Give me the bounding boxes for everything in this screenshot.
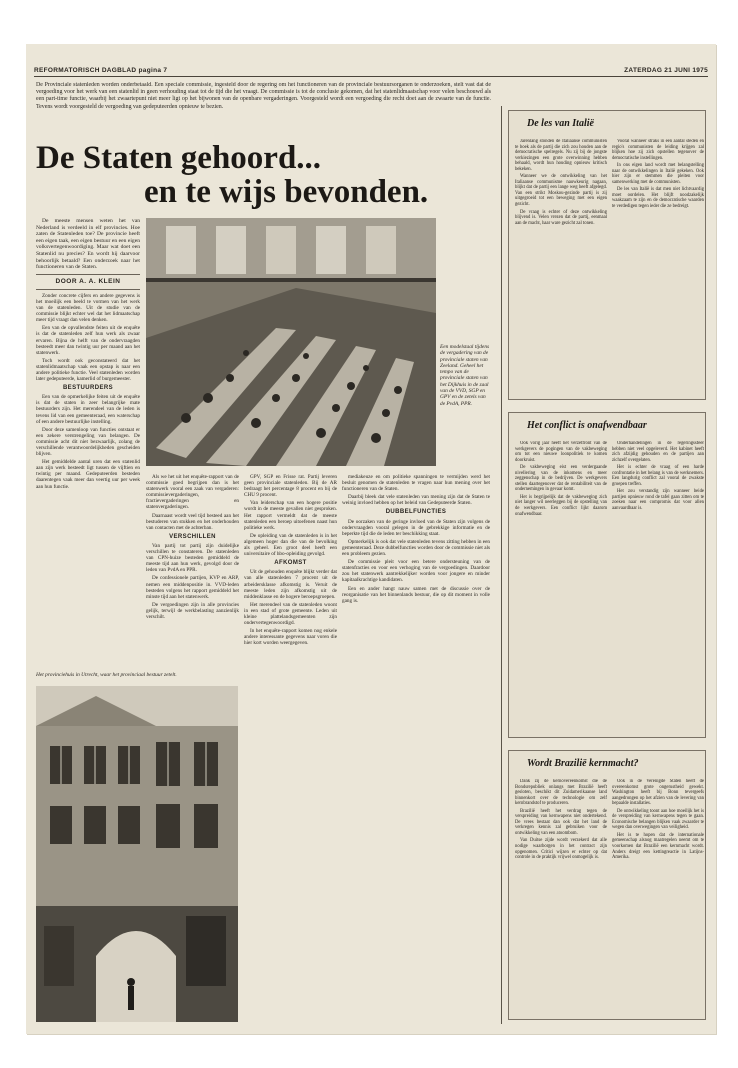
paragraph: In het enquête-rapport komen nog enkele andere interessante gegevens naar voren die hier kort worden weergegeven. [244,628,337,647]
paragraph: Wanneer we de ontwikkeling van het Italiaanse communisme nauwkeurig nagaan, blijkt dat de partij een lange weg heeft afgelegd. Van een strikt Moskou-gezinde partij is zij uitgegroeid tot een beweging met een eigen gezicht. [515,174,607,208]
commentary-column-left [515,139,607,395]
paragraph: Door deze samenloop van functies ontstaat er een zekere verstrengeling van belangen. De commissie acht dit niet bezwaarlijk, zolang de verschillende verantwoordelijkheden gescheiden blijven. [36,426,140,458]
paragraph: Ook vorig jaar heeft het verzetfront van de werkgevers de pogingen van de vakbeweging om tot een nieuwe loonpolitiek te komen doorkruist. [515,441,607,463]
paragraph: De vakbeweging eist een verdergaande nivellering van de inkomens en meer zeggenschap in de bedrijven. De werkgevers stellen daartegenover dat de rentabiliteit van de ondernemingen in gevaar komt. [515,465,607,493]
paragraph: De ontwikkeling toont aan hoe moeilijk het is de verspreiding van kernwapens tegen te gaan. Economische belangen blijken vaak zwaarder te wegen dan overwegingen van veiligheid. [612,808,704,831]
article-column-4 [342,474,490,1022]
paragraph: Als we het uit het enquête-rapport van de commissie goed begrijpen dan is het statenwerk vooral een zaak van vergaderen: commissievergaderingen, fractievergaderingen en statenvergaderingen. [146,474,239,511]
paragraph: Zonder concrete cijfers en andere gegevens is het moeilijk een beeld te vormen van het werk van de statenleden. Uit de studie van de commissie blijkt echter wel dat het lidmaatschap meer tijd vraagt dan velen denken. [36,292,140,324]
paragraph: GPV, SGP en Frisse rat. Partij leveren geen provinciale statenleden. Bij de AR bedraagt het percentage 8 procent en bij de CHU 9 procent. [244,474,337,499]
headline [36,140,491,212]
paragraph: Daarbij bleek dat vele statenleden van mening zijn dat de Staten te weinig invloed hebben op het beleid van Gedeputeerde Staten. [342,494,490,507]
paragraph: Onderhandelingen in de regeringssfeer hebben niet veel opgeleverd. Het kabinet heeft zich afzijdig gehouden en de partijen aan zichzelf overgelaten. [612,441,704,463]
article-column-1 [36,218,140,667]
paragraph: Jarenlang stonden de Italiaanse communisten te boek als de partij die zich zou houden aan de democratische spelregels. Nu zij bij de jongste verkiezingen een grote overwinning hebben behaald, wordt hun houding opnieuw kritisch bekeken. [515,139,607,172]
paragraph: De les van Italië is dat men niet lichtvaardig moet oordelen. Het blijft noodzakelijk waakzaam te zijn en de democratische waarden te verdedigen tegen ieder die ze bedreigt. [612,187,704,210]
commentary-title: Wordt Brazilië kernmacht? [527,758,639,769]
caption-photo-statenzaal: Een modelstaal tijdens de vergadering van de provinciale staten van Zeeland. Geheel het tempo van de provinciale staten van het Dijkhuis in de zaal van de VVD, SGP en GPV en de zetels van de PvdA, PPR. [440,344,490,407]
paragraph: Toch wordt ook geconstateerd dat het statenlidmaatschap vaak een opstap is naar een andere politieke functie. Veel statenleden worden later gedeputeerde, kamerlid of burgemeester. [36,357,140,383]
commentary-column-left [515,779,607,1015]
provinciehuis-illustration [36,686,238,1022]
commentary-column-right [612,139,704,395]
paragraph: mediakeuze en om politieke spanningen te vermijden werd het besluit genomen de statenleden te vragen naar hun mening over het functioneren van de Staten. [342,474,490,493]
paragraph: De opleiding van de statenleden is in het algemeen hoger dan die van de bevolking als geheel. Een groot deel heeft een universitaire of hbo-opleiding gevolgd. [244,532,337,558]
paragraph: Opmerkelijk is ook dat vele statenleden tevens zitting hebben in een gemeenteraad. Deze dubbelfuncties worden door de commissie niet als een probleem gezien. [342,538,490,558]
divider [36,274,140,275]
commentary-title: De les van Italië [527,118,594,129]
headline-line-2: en te wijs bevonden. [144,174,429,210]
subheading-afkomst: AFKOMST [274,560,307,567]
paragraph: Dank zij de kernovereenkomst die de Bondsrepubliek onlangs met Brazilië heeft gesloten, beschikt dit Zuidamerikaanse land binnenkort over de technologie om zelf kernbrandstof te produceren. [515,779,607,807]
subheading-bestuurders: BESTUURDERS [62,385,114,392]
paragraph: Uit de gehouden enquête blijkt verder dat van alle statenleden 7 procent uit de arbeidersklasse afkomstig is. Veruit de meeste leden zijn afkomstig uit de middenklasse en de hogere beroepsgroepen. [244,569,337,600]
statenzaal-illustration [146,218,436,466]
commentary-column-right [612,779,704,1015]
paragraph: De oorzaken van de geringe invloed van de Staten zijn volgens de ondervraagden vooral gelegen in de gebrekkige informatie en de beperkte tijd die de leden ter beschikking staat. [342,518,490,537]
masthead [34,65,708,77]
paragraph: Een en ander hangt nauw samen met de discussie over de reorganisatie van het binnenlands bestuur, die op dit moment in volle gang is. [342,585,490,604]
paragraph: In ons eigen land wordt met belangstelling naar de ontwikkelingen in Italië gekeken. Ook hier zijn er stemmen die pleiten voor samenwerking met de communisten. [612,163,704,185]
paragraph: Een van de opvallendste feiten uit de enquête is dat de statenleden zelf hun werk als zwaar ervaren. Bijna de helft van de ondervraagden besteedt meer dan twintig uur per maand aan het statenwerk. [36,325,140,356]
article-column-3 [244,474,337,1022]
paragraph: Ook in de Verenigde Staten heeft de overeenkomst grote ongerustheid gewekt. Washington heeft bij Bonn tevergeefs aangedrongen op het afzien van de levering van bepaalde installaties. [612,779,704,807]
paragraph: De confessionele partijen, KVP en ARP, nemen een middenpositie in. VVD-leden besteden volgens het rapport gemiddeld het minste tijd aan het statenwerk. [146,575,239,600]
paragraph: De commissie pleit voor een betere ondersteuning van de statenfracties en voor een verhoging van de vergoedingen. Daardoor zou het statenwerk aantrekkelijker worden voor jongere en minder kapitaalkrachtige kandidaten. [342,559,490,584]
commentary-box-conflict [508,412,706,738]
photo-provinciehuis [36,686,238,1022]
commentary-box-italie [508,110,706,400]
paragraph: Van leiderschap van een hogere positie wordt in de meeste gevallen niet gesproken. Het rapport vermeldt dat de meeste statenleden een beroep uitoefenen naast hun politieke werk. [244,500,337,531]
headline-line-1: De Staten gehoord... [36,140,322,176]
article-byline: DOOR A. A. KLEIN [55,277,121,285]
article-lead: De meeste mensen weten het van Nederland is verdeeld in elf provincies. Hoe zaten de Statenleden toe? De provincie heeft een eigen taak, een eigen bestuur en een eigen volksvertegenwoordiging. Maar wat doet een Statenlid nu precies? En wordt hij daarvoor behoorlijk betaald? Een onderzoek naar het functioneren van de Staten. [36,218,140,271]
paragraph: Het is echter de vraag of een harde confrontatie in het belang is van de werknemers. Een langdurig conflict zal vooral de zwakste groepen treffen. [612,465,704,487]
subheading-verschillen: VERSCHILLEN [169,533,216,540]
paragraph: Het merendeel van de statenleden woont in een stad of grote gemeente. Leden uit kleine plattelandsgemeenten zijn ondervertegenwoordigd. [244,601,337,627]
masthead-date: ZATERDAG 21 JUNI 1975 [624,67,708,74]
paragraph: Brazilië heeft het verdrag tegen de verspreiding van kernwapens niet ondertekend. De vrees bestaat dan ook dat het land de verkregen kennis zal gebruiken voor de ontwikkeling van een atoombom. [515,808,607,836]
article-column-2 [146,474,239,667]
paragraph: Het gemiddelde aantal uren dat een statenlid aan zijn werk besteedt ligt tussen de vijftien en twintig per maand. Gedeputeerden besteden daarentegen vaak meer dan veertig uur per week aan hun functie. [36,459,140,490]
paragraph: Van partij tot partij zijn duidelijke verschillen te constateren. De statenleden van CPN-huize besteden gemiddeld de meeste tijd aan hun werk, gevolgd door de leden van PvdA en PPR. [146,542,239,574]
paragraph: Het is te hopen dat de internationale gemeenschap alsnog maatregelen neemt om te voorkomen dat Brazilië een kernmacht wordt. Anders dreigt een kettingreactie in Latijns-Amerika. [612,832,704,861]
subheading-dubbelfuncties: DUBBELFUNCTIES [385,509,447,516]
paragraph: De vergoedingen zijn in alle provincies gelijk, terwijl de werkbelasting aanzienlijk verschilt. [146,601,239,620]
paragraph: Van Duitse zijde wordt verzekerd dat alle nodige waarborgen in het contract zijn opgenomen. Critici wijzen er echter op dat controle in de praktijk vrijwel onmogelijk is. [515,838,607,861]
paragraph: Het zou verstandig zijn wanneer beide partijen opnieuw rond de tafel gaan zitten om te zoeken naar een compromis dat voor allen aanvaardbaar is. [612,489,704,512]
commentary-column-right [612,441,704,733]
paragraph: Een van de opmerkelijke feiten uit de enquête is dat de staten in zeer belangrijke mate bestuurders zijn. Het merendeel van de leden is tevens lid van een gemeenteraad, een waterschap of een andere bestuurlijke instelling. [36,394,140,425]
paragraph: Daarnaast wordt veel tijd besteed aan het bestuderen van stukken en het onderhouden van contacten met de achterban. [146,512,239,531]
commentary-column-left [515,441,607,733]
masthead-paper-name: REFORMATORISCH DAGBLAD pagina 7 [34,67,168,74]
caption-photo-provinciehuis: Het provinciehuis in Utrecht, waar het provinciaal bestuur zetelt. [36,672,177,678]
intro-paragraph: De Provinciale statenleden worden onderbetaald. Een speciale commissie, ingesteld door de regering om het functioneren van de provinciale bestuursorganen te onderzoeken, stelt vast dat de vergoeding voor het werk van een statenlid in geen verhouding staat tot de tijd die het vraagt. De commissie is tot de conclusie gekomen, dat het statenlidmaatschap voor velen beschouwd als een part-time functie, waarbij het zwaartepunt niet meer ligt op het bijwonen van de openbare vergaderingen. Voorgesteld wordt een vergoeding die recht doet aan de zwaarte van de functie. Tevens wordt voorgesteld de vergoeding van gedeputeerden opnieuw te bezien. [36,82,491,110]
divider [36,289,140,290]
paragraph: Het is begrijpelijk dat de vakbeweging zich niet langer wil neerleggen bij de opstelling van de werkgevers. Een conflict lijkt daarom onafwendbaar. [515,494,607,517]
commentary-title: Het conflict is onafwendbaar [527,420,647,431]
paragraph: Vooral wanneer straks in een aantal steden en regio's communisten de leiding krijgen zal blijken hoe zij zich opstellen tegenover de democratische instellingen. [612,139,704,161]
newspaper-page [26,44,716,1034]
commentary-sidebar [501,106,706,1024]
paragraph: De vraag is echter of deze ontwikkeling blijvend is. Velen vrezen dat de partij, eenmaal aan de macht, haar ware gezicht zal tonen. [515,209,607,226]
commentary-box-brazilie [508,750,706,1020]
photo-statenzaal [146,218,436,466]
